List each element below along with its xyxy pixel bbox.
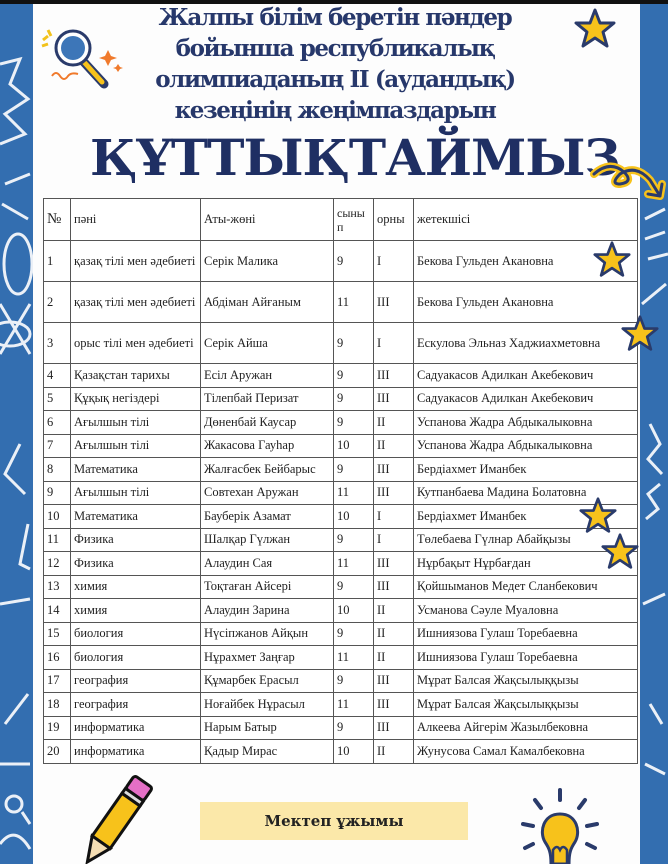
cell-subject: орыс тілі мен әдебиеті xyxy=(71,323,201,364)
table-row xyxy=(44,241,638,282)
cell-place: II xyxy=(374,622,414,646)
cell-number: 10 xyxy=(44,505,71,529)
cell-teacher: Бердіахмет Иманбек xyxy=(414,505,638,529)
table-row xyxy=(44,282,638,323)
cell-student-name: Тоқтаған Айсері xyxy=(201,575,334,599)
cell-subject: Құқық негіздері xyxy=(71,387,201,411)
cell-place: III xyxy=(374,364,414,388)
column-header-name: Аты-жөні xyxy=(201,199,334,241)
cell-number: 6 xyxy=(44,411,71,435)
cell-student-name: Жалғасбек Бейбарыс xyxy=(201,458,334,482)
cell-student-name: Совтехан Аружан xyxy=(201,481,334,505)
table-row xyxy=(44,481,638,505)
cell-place: I xyxy=(374,528,414,552)
cell-student-name: Серік Малика xyxy=(201,241,334,282)
cell-subject: Ағылшын тілі xyxy=(71,434,201,458)
table-row xyxy=(44,646,638,670)
cell-place: III xyxy=(374,716,414,740)
cell-place: II xyxy=(374,740,414,764)
chalk-doodle-icon xyxy=(640,4,668,864)
table-row xyxy=(44,434,638,458)
column-header-subject: пәні xyxy=(71,199,201,241)
cell-subject: биология xyxy=(71,622,201,646)
cell-student-name: Жакасова Гауһар xyxy=(201,434,334,458)
cell-number: 16 xyxy=(44,646,71,670)
cell-teacher: Төлебаева Гүлнар Абайқызы xyxy=(414,528,638,552)
cell-student-name: Абдіман Айғаным xyxy=(201,282,334,323)
cell-student-name: Нұрахмет Заңғар xyxy=(201,646,334,670)
cell-grade: 9 xyxy=(334,387,374,411)
cell-student-name: Бауберік Азамат xyxy=(201,505,334,529)
cell-teacher: Мұрат Балсая Жақсылыққызы xyxy=(414,693,638,717)
cell-grade: 9 xyxy=(334,575,374,599)
winners-table xyxy=(43,198,638,764)
cell-teacher: Бекова Гульден Акановна xyxy=(414,241,638,282)
cell-subject: қазақ тілі мен әдебиеті xyxy=(71,282,201,323)
table-row xyxy=(44,740,638,764)
star-icon xyxy=(592,241,632,279)
cell-subject: Ағылшын тілі xyxy=(71,411,201,435)
cell-place: II xyxy=(374,646,414,670)
column-header-grade: сыны п xyxy=(334,199,374,241)
cell-student-name: Құмарбек Ерасыл xyxy=(201,669,334,693)
cell-grade: 9 xyxy=(334,241,374,282)
cell-student-name: Тілепбай Перизат xyxy=(201,387,334,411)
cell-number: 11 xyxy=(44,528,71,552)
cell-grade: 11 xyxy=(334,282,374,323)
cell-teacher: Ишниязова Гулаш Торебаевна xyxy=(414,622,638,646)
table-row xyxy=(44,693,638,717)
cell-grade: 11 xyxy=(334,481,374,505)
signature-box xyxy=(200,802,468,840)
subtitle-block xyxy=(100,2,570,126)
lightbulb-icon xyxy=(515,786,605,864)
column-header-place: орны xyxy=(374,199,414,241)
chalk-doodle-icon xyxy=(0,4,33,864)
cell-subject: география xyxy=(71,693,201,717)
cell-student-name: Нүсіпжанов Айқын xyxy=(201,622,334,646)
cell-number: 17 xyxy=(44,669,71,693)
subtitle-line: бойынша республикалық xyxy=(175,35,495,62)
cell-place: II xyxy=(374,411,414,435)
cell-subject: Қазақстан тарихы xyxy=(71,364,201,388)
cell-grade: 10 xyxy=(334,434,374,458)
cell-number: 4 xyxy=(44,364,71,388)
cell-place: III xyxy=(374,282,414,323)
table-row xyxy=(44,364,638,388)
cell-place: II xyxy=(374,599,414,623)
cell-student-name: Қадыр Мирас xyxy=(201,740,334,764)
cell-subject: Ағылшын тілі xyxy=(71,481,201,505)
table-row xyxy=(44,411,638,435)
cell-teacher: Усманова Сәуле Муаловна xyxy=(414,599,638,623)
table-row xyxy=(44,505,638,529)
cell-teacher: Садуакасов Адилкан Акебекович xyxy=(414,387,638,411)
cell-subject: Физика xyxy=(71,552,201,576)
table-row xyxy=(44,323,638,364)
cell-place: III xyxy=(374,575,414,599)
table-row xyxy=(44,669,638,693)
table-row xyxy=(44,716,638,740)
cell-subject: информатика xyxy=(71,716,201,740)
page-title: ҚҰТТЫҚТАЙМЫЗ xyxy=(90,128,620,187)
column-header-number: № xyxy=(44,199,71,241)
cell-teacher: Бердіахмет Иманбек xyxy=(414,458,638,482)
cell-teacher: Садуакасов Адилкан Акебекович xyxy=(414,364,638,388)
cell-number: 18 xyxy=(44,693,71,717)
cell-grade: 10 xyxy=(334,599,374,623)
table-body xyxy=(44,241,638,764)
cell-teacher: Бекова Гульден Акановна xyxy=(414,282,638,323)
cell-subject: Физика xyxy=(71,528,201,552)
star-icon xyxy=(578,497,618,535)
left-border-panel xyxy=(0,4,33,864)
table-row xyxy=(44,552,638,576)
cell-student-name: Серік Айша xyxy=(201,323,334,364)
cell-subject: биология xyxy=(71,646,201,670)
cell-place: I xyxy=(374,323,414,364)
cell-student-name: Дөненбай Каусар xyxy=(201,411,334,435)
cell-grade: 11 xyxy=(334,693,374,717)
cell-teacher: Қойшыманов Медет Сланбекович xyxy=(414,575,638,599)
cell-place: III xyxy=(374,458,414,482)
right-border-panel xyxy=(640,4,668,864)
star-icon xyxy=(600,533,640,571)
cell-teacher: Мұрат Балсая Жақсылыққызы xyxy=(414,669,638,693)
table-row xyxy=(44,622,638,646)
subtitle-line: кезеңінің жеңімпаздарын xyxy=(174,97,496,124)
cell-place: III xyxy=(374,552,414,576)
cell-teacher: Успанова Жадра Абдыкалыковна xyxy=(414,434,638,458)
star-icon xyxy=(620,315,660,353)
cell-subject: информатика xyxy=(71,740,201,764)
subtitle-line: Жалпы білім беретін пәндер xyxy=(158,4,512,31)
cell-number: 1 xyxy=(44,241,71,282)
signature-text: Мектеп ұжымы xyxy=(264,812,404,830)
subtitle-line: олимпиаданың ІІ (аудандық) xyxy=(155,66,515,93)
star-icon xyxy=(573,8,617,50)
cell-teacher: Жунусова Самал Камалбековна xyxy=(414,740,638,764)
cell-number: 20 xyxy=(44,740,71,764)
column-header-teacher: жетекшісі xyxy=(414,199,638,241)
cell-place: III xyxy=(374,669,414,693)
cell-grade: 9 xyxy=(334,458,374,482)
cell-number: 15 xyxy=(44,622,71,646)
table-row xyxy=(44,575,638,599)
cell-grade: 10 xyxy=(334,505,374,529)
cell-teacher: Ишниязова Гулаш Торебаевна xyxy=(414,646,638,670)
cell-grade: 9 xyxy=(334,622,374,646)
cell-number: 14 xyxy=(44,599,71,623)
table-row xyxy=(44,528,638,552)
cell-grade: 9 xyxy=(334,364,374,388)
cell-subject: Математика xyxy=(71,505,201,529)
cell-number: 3 xyxy=(44,323,71,364)
cell-subject: география xyxy=(71,669,201,693)
cell-number: 12 xyxy=(44,552,71,576)
cell-subject: химия xyxy=(71,575,201,599)
cell-grade: 9 xyxy=(334,411,374,435)
cell-subject: Математика xyxy=(71,458,201,482)
cell-teacher: Кутпанбаева Мадина Болатовна xyxy=(414,481,638,505)
cell-grade: 9 xyxy=(334,323,374,364)
cell-grade: 11 xyxy=(334,646,374,670)
cell-subject: қазақ тілі мен әдебиеті xyxy=(71,241,201,282)
cell-number: 2 xyxy=(44,282,71,323)
cell-number: 9 xyxy=(44,481,71,505)
cell-grade: 9 xyxy=(334,528,374,552)
cell-student-name: Нарым Батыр xyxy=(201,716,334,740)
cell-number: 7 xyxy=(44,434,71,458)
cell-teacher: Алкеева Айгерім Жазылбековна xyxy=(414,716,638,740)
table-header-row xyxy=(44,199,638,241)
cell-place: III xyxy=(374,387,414,411)
cell-student-name: Ноғайбек Нұрасыл xyxy=(201,693,334,717)
cell-grade: 9 xyxy=(334,716,374,740)
cell-teacher: Нұрбақыт Нұрбағдан xyxy=(414,552,638,576)
cell-number: 19 xyxy=(44,716,71,740)
table-row xyxy=(44,599,638,623)
cell-number: 13 xyxy=(44,575,71,599)
cell-grade: 10 xyxy=(334,740,374,764)
cell-teacher: Успанова Жадра Абдыкалыковна xyxy=(414,411,638,435)
cell-place: III xyxy=(374,481,414,505)
cell-place: II xyxy=(374,434,414,458)
pencil-icon xyxy=(70,774,160,864)
cell-grade: 11 xyxy=(334,552,374,576)
cell-student-name: Алаудин Зарина xyxy=(201,599,334,623)
cell-student-name: Есіл Аружан xyxy=(201,364,334,388)
cell-number: 5 xyxy=(44,387,71,411)
cell-subject: химия xyxy=(71,599,201,623)
cell-grade: 9 xyxy=(334,669,374,693)
cell-student-name: Алаудин Сая xyxy=(201,552,334,576)
table-row xyxy=(44,458,638,482)
cell-number: 8 xyxy=(44,458,71,482)
cell-place: I xyxy=(374,505,414,529)
table-row xyxy=(44,387,638,411)
cell-place: I xyxy=(374,241,414,282)
cell-student-name: Шалқар Гүлжан xyxy=(201,528,334,552)
cell-place: III xyxy=(374,693,414,717)
cell-teacher: Ескулова Эльназ Хаджиахметовна xyxy=(414,323,638,364)
